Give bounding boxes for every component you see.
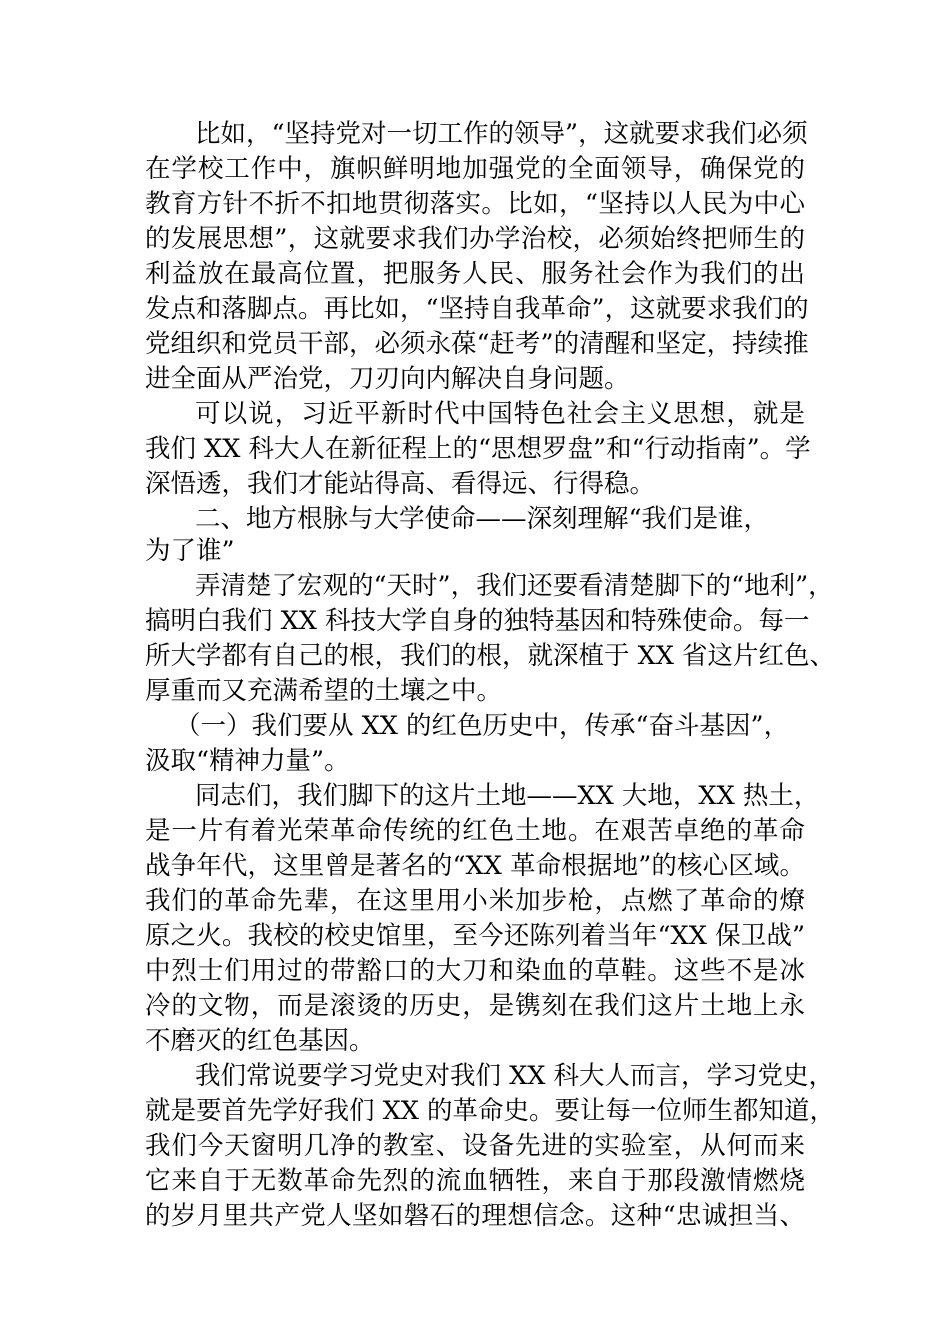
text-line: 比如，“坚持党对一切工作的领导”，这就要求我们必须 xyxy=(195,119,808,149)
text-line: 弄清楚了宏观的“天时”，我们还要看清楚脚下的“地利”， xyxy=(195,571,834,601)
text-line: 的岁月里共产党人坚如磐石的理想信念。这种“忠诚担当、 xyxy=(145,1201,805,1231)
text-line: 它来自于无数革命先烈的流血牺牲，来自于那段激情燃烧 xyxy=(145,1166,805,1196)
text-line: 我们的革命先辈，在这里用小米加步枪，点燃了革命的燎 xyxy=(145,886,805,916)
text-line: 我们 XX 科大人在新征程上的“思想罗盘”和“行动指南”。学 xyxy=(145,434,811,464)
text-line: 我们今天窗明几净的教室、设备先进的实验室，从何而来 xyxy=(145,1131,805,1161)
text-line: 所大学都有自己的根，我们的根，就深植于 XX 省这片红色、 xyxy=(145,641,836,671)
text-line: 厚重而又充满希望的土壤之中。 xyxy=(145,676,503,706)
text-line: 是一片有着光荣革命传统的红色土地。在艰苦卓绝的革命 xyxy=(145,816,805,846)
text-line: 的发展思想”，这就要求我们办学治校，必须始终把师生的 xyxy=(145,224,805,254)
text-line: 深悟透，我们才能站得高、看得远、行得稳。 xyxy=(145,469,656,499)
text-line: 汲取“精神力量”。 xyxy=(145,746,350,776)
text-line: 中烈士们用过的带豁口的大刀和染血的草鞋。这些不是冰 xyxy=(145,956,805,986)
text-line: （一）我们要从 XX 的红色历史中，传承“奋斗基因”， xyxy=(175,711,790,741)
text-line: 教育方针不折不扣地贯彻落实。比如，“坚持以人民为中心 xyxy=(145,189,805,219)
text-line: 就是要首先学好我们 XX 的革命史。要让每一位师生都知道， xyxy=(145,1096,836,1126)
text-line: 在学校工作中，旗帜鲜明地加强党的全面领导，确保党的 xyxy=(145,154,805,184)
text-line: 利益放在最高位置，把服务人民、服务社会作为我们的出 xyxy=(145,259,805,289)
text-line: 冷的文物，而是滚烫的历史，是镌刻在我们这片土地上永 xyxy=(145,991,805,1021)
text-line: 搞明白我们 XX 科技大学自身的独特基因和特殊使命。每一 xyxy=(145,606,810,636)
text-line: 不磨灭的红色基因。 xyxy=(145,1026,375,1056)
text-line: 原之火。我校的校史馆里，至今还陈列着当年“XX 保卫战” xyxy=(145,921,805,951)
text-line: 发点和落脚点。再比如，“坚持自我革命”，这就要求我们的 xyxy=(145,294,809,324)
text-line: 为了谁” xyxy=(145,536,235,566)
text-line: 可以说，习近平新时代中国特色社会主义思想，就是 xyxy=(195,399,805,429)
text-line: 进全面从严治党，刀刃向内解决自身问题。 xyxy=(145,364,630,394)
text-line: 二、地方根脉与大学使命——深刻理解“我们是谁， xyxy=(195,504,770,534)
text-line: 党组织和党员干部，必须永葆“赶考”的清醒和坚定，持续推 xyxy=(145,329,809,359)
text-line: 我们常说要学习党史对我们 XX 科大人而言，学习党史， xyxy=(195,1061,835,1091)
text-line: 同志们，我们脚下的这片土地——XX 大地，XX 热土， xyxy=(195,781,820,811)
text-line: 战争年代，这里曾是著名的“XX 革命根据地”的核心区域。 xyxy=(145,851,805,881)
